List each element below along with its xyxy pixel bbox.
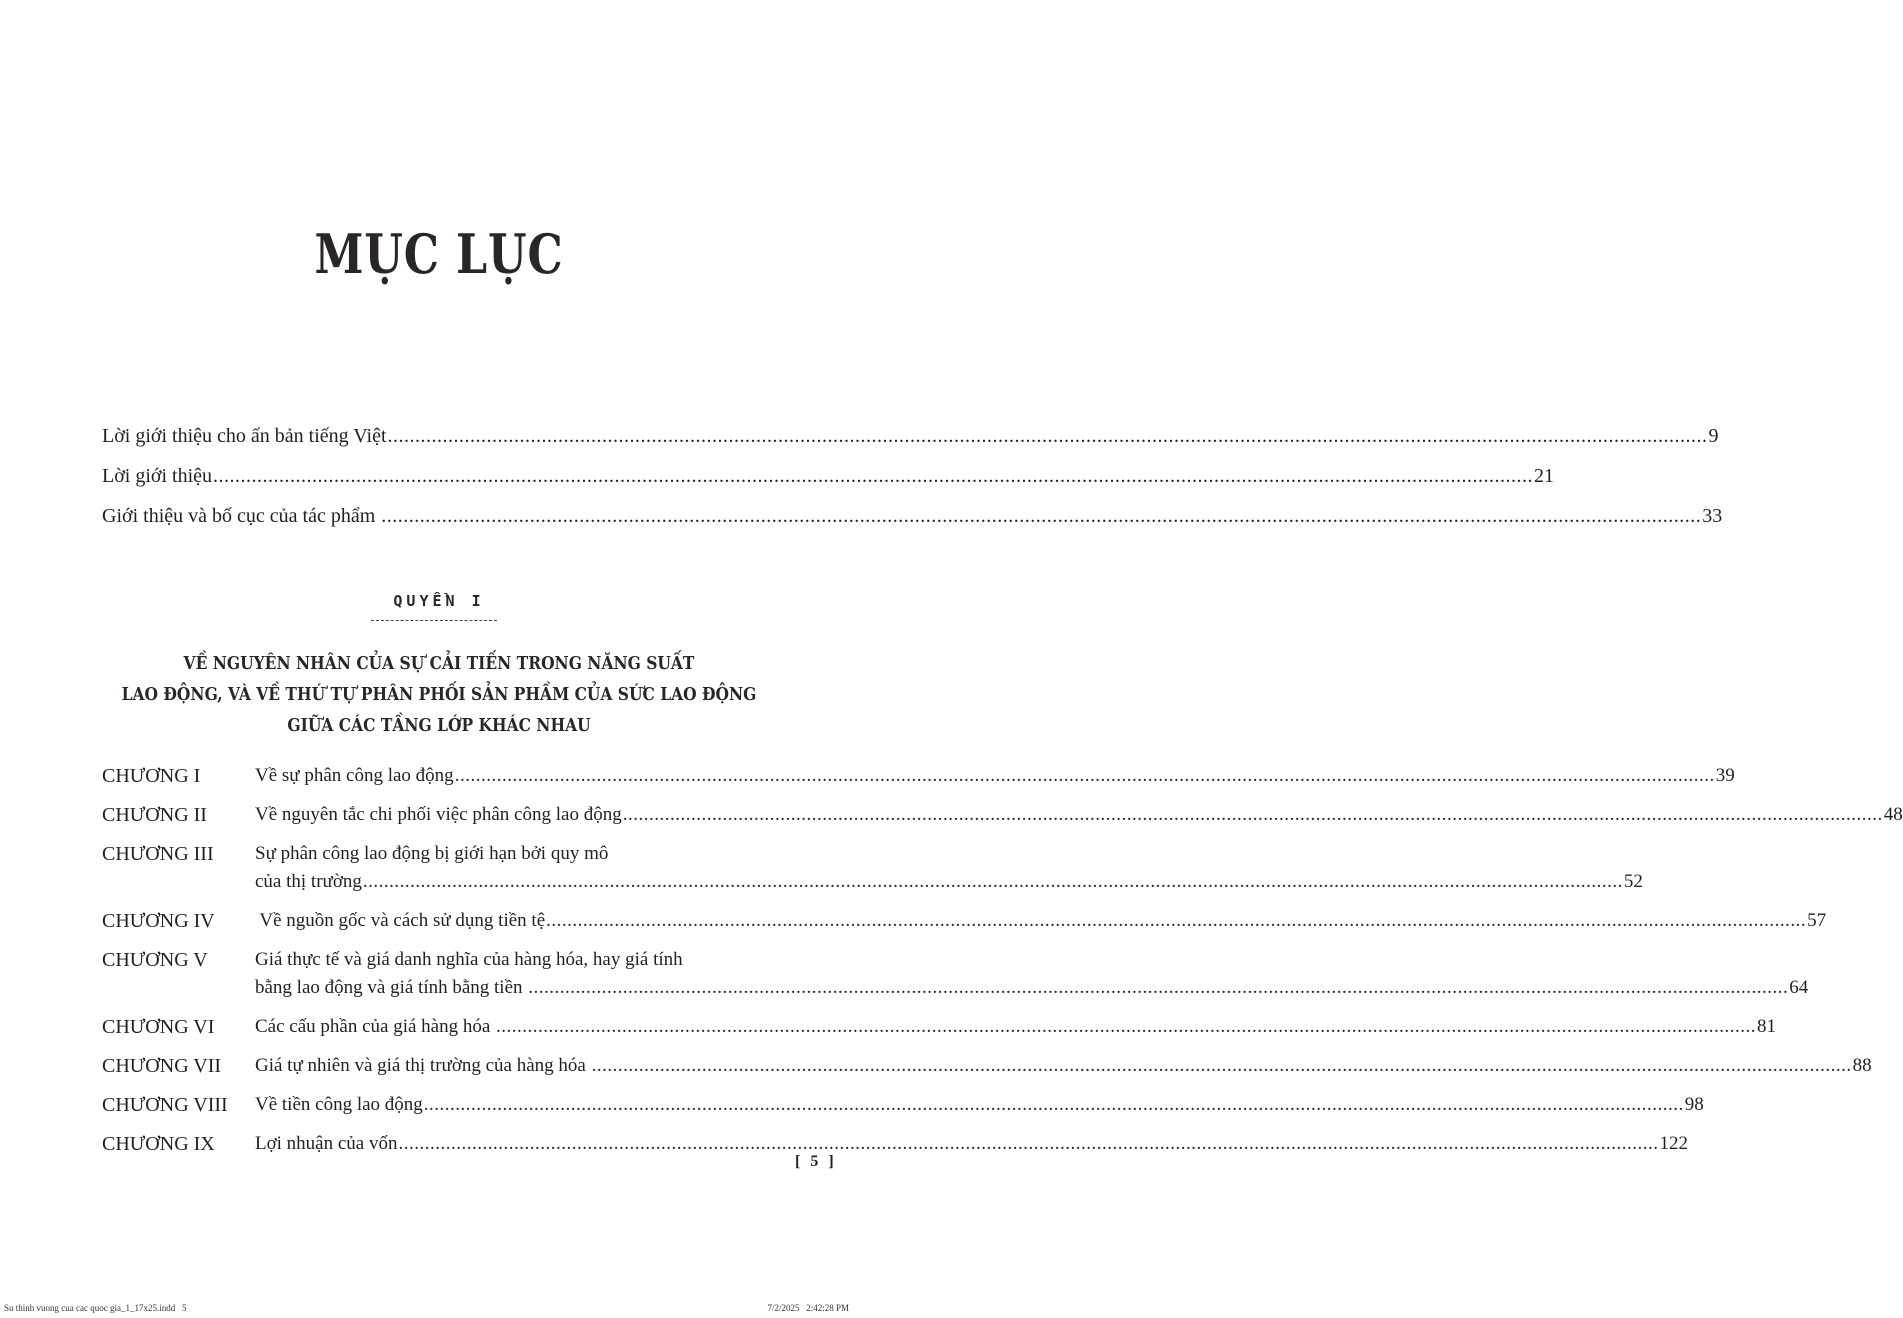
dot-leader [213, 456, 1533, 496]
chapter-page: 52 [1623, 871, 1643, 892]
dot-leader [528, 974, 1788, 1002]
chapter-title: bằng lao động và giá tính bằng tiền [255, 977, 528, 998]
chapter-label: CHƯƠNG VI [102, 1016, 215, 1038]
intro-list [102, 416, 1723, 536]
toc-entry-page: 33 [1702, 505, 1723, 527]
chapter-page: 98 [1684, 1094, 1704, 1115]
chapter-entry[interactable] [102, 1013, 1777, 1041]
chapter-title: Lợi nhuận của vốn [255, 1133, 398, 1154]
chapter-entry[interactable] [102, 1052, 1872, 1080]
toc-entry[interactable] [102, 416, 1719, 456]
chapter-entry[interactable] [102, 840, 1643, 896]
chapter-title: Các cấu phần của giá hàng hóa [255, 1016, 496, 1037]
book-heading-line: GIỮA CÁC TẦNG LỚP KHÁC NHAU [287, 715, 591, 736]
chapter-label: CHƯƠNG IV [102, 910, 215, 932]
dot-leader [388, 416, 1708, 456]
toc-entry-title: Lời giới thiệu cho ấn bản tiếng Việt [102, 425, 387, 447]
dot-leader [623, 801, 1883, 829]
toc-entry[interactable] [102, 496, 1723, 536]
chapter-entry[interactable] [102, 801, 1903, 829]
chapter-entry[interactable] [102, 1091, 1704, 1119]
chapter-page: 88 [1852, 1055, 1872, 1076]
chapter-label: CHƯƠNG IX [102, 1133, 215, 1155]
dot-leader [381, 496, 1701, 536]
chapter-title-line: Giá thực tế và giá danh nghĩa của hàng hóa, hay giá tính [255, 949, 683, 970]
print-slug-timestamp: 7/2/2025 2:42:28 PM [767, 1303, 849, 1313]
print-slug-filename: Su thinh vuong cua cac quoc gia_1_17x25.indd 5 [4, 1303, 187, 1313]
chapter-page: 57 [1807, 910, 1827, 931]
chapter-title: Giá tự nhiên và giá thị trường của hàng hóa [255, 1055, 591, 1076]
book-label-rule [371, 620, 497, 621]
toc-entry-page: 21 [1534, 465, 1555, 487]
dot-leader [546, 907, 1806, 935]
dot-leader [496, 1013, 1756, 1041]
dot-leader [398, 1130, 1658, 1158]
page-title: MỤC LỤC [314, 222, 564, 286]
chapter-entry[interactable] [102, 1130, 1688, 1158]
chapter-label: CHƯƠNG VII [102, 1055, 222, 1077]
chapter-entry[interactable] [102, 946, 1809, 1002]
chapter-label: CHƯƠNG II [102, 804, 207, 826]
page-number: [ 5 ] [795, 1153, 837, 1170]
chapter-page: 81 [1757, 1016, 1777, 1037]
book-heading-line: LAO ĐỘNG, VÀ VỀ THỨ TỰ PHÂN PHỐI SẢN PHẦM CỦA SỨC LAO ĐỘNG [121, 684, 757, 705]
book-heading-line: VỀ NGUYÊN NHÂN CỦA SỰ CẢI TIẾN TRONG NĂNG SUẤT [183, 653, 695, 674]
book-heading [0, 648, 878, 741]
book-label: QUYỂN I [393, 592, 485, 610]
chapter-label: CHƯƠNG V [102, 949, 208, 971]
chapter-title: của thị trường [255, 871, 362, 892]
dot-leader [455, 762, 1715, 790]
dot-leader [592, 1052, 1852, 1080]
chapter-label: CHƯƠNG III [102, 843, 214, 865]
chapter-entry[interactable] [102, 762, 1735, 790]
toc-entry-page: 9 [1708, 425, 1719, 447]
chapter-entry[interactable] [102, 907, 1827, 935]
chapter-title: Về tiền công lao động [255, 1094, 423, 1115]
chapter-page: 39 [1715, 765, 1735, 786]
chapter-title: Về nguồn gốc và cách sử dụng tiền tệ [255, 910, 546, 931]
chapter-title: Về nguyên tắc chi phối việc phân công lao động [255, 804, 622, 825]
chapter-title-line: Sự phân công lao động bị giới hạn bởi quy mô [255, 843, 609, 864]
chapter-page: 48 [1883, 804, 1903, 825]
toc-entry-title: Lời giới thiệu [102, 465, 213, 487]
dot-leader [363, 868, 1623, 896]
chapter-page: 64 [1789, 977, 1809, 998]
chapter-label: CHƯƠNG VIII [102, 1094, 228, 1116]
dot-leader [424, 1091, 1684, 1119]
chapter-title: Về sự phân công lao động [255, 765, 454, 786]
chapter-label: CHƯƠNG I [102, 765, 201, 787]
chapter-list [102, 762, 1903, 1169]
toc-entry[interactable] [102, 456, 1555, 496]
chapter-page: 122 [1659, 1133, 1688, 1154]
toc-entry-title: Giới thiệu và bố cục của tác phẩm [102, 505, 381, 527]
